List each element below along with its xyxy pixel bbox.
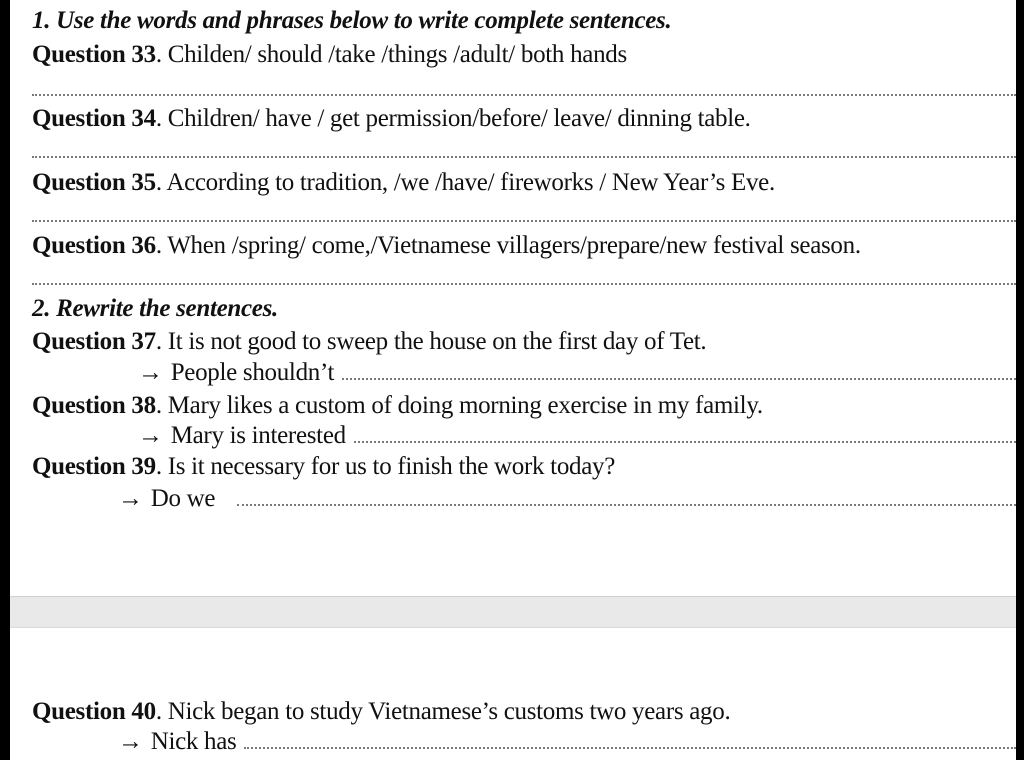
question-40 [32,697,730,727]
answer-prompt: Do we [150,485,216,512]
question-35 [32,168,775,198]
question-text: . Mary likes a custom of doing morning exercise in my family. [155,392,763,419]
question-text: . Childen/ should /take /things /adult/ both hands [155,41,627,68]
answer-blank[interactable] [244,729,1016,749]
arrow-icon: → [118,485,143,512]
answer-row-39 [118,484,1016,514]
question-37 [32,327,706,357]
answer-blank[interactable] [354,423,1016,443]
question-label: Question 35 [32,169,156,196]
answer-blank[interactable] [342,360,1016,380]
question-label: Question 39 [32,453,156,480]
question-text: . According to tradition, /we /have/ fireworks / New Year’s Eve. [155,169,775,196]
answer-row-40 [118,727,1016,757]
question-36 [32,231,861,261]
arrow-icon: → [138,359,163,386]
answer-prompt: Nick has [150,728,237,755]
answer-prompt: People shouldn’t [170,359,335,386]
question-label: Question 36 [32,232,156,259]
answer-line-34[interactable] [32,156,1016,158]
answer-blank[interactable] [237,486,1016,506]
question-text: . It is not good to sweep the house on the first day of Tet. [155,328,707,355]
question-text: . Children/ have / get permission/before/ leave/ dinning table. [155,105,751,132]
page-break [10,596,1016,628]
answer-row-38 [138,421,1016,451]
question-text: . When /spring/ come,/Vietnamese villagers/prepare/new festival season. [155,232,861,259]
question-label: Question 40 [32,698,156,725]
answer-row-37 [138,358,1016,388]
answer-line-35[interactable] [32,220,1016,222]
part1-heading: 1. Use the words and phrases below to write complete sentences. [32,7,672,34]
question-label: Question 37 [32,328,156,355]
question-33 [32,40,627,70]
question-text: . Is it necessary for us to finish the work today? [155,453,616,480]
question-38 [32,391,763,421]
question-39 [32,452,615,482]
answer-line-36[interactable] [32,283,1016,285]
arrow-icon: → [118,728,143,755]
answer-prompt: Mary is interested [170,422,346,449]
question-label: Question 33 [32,41,156,68]
question-text: . Nick began to study Vietnamese’s customs two years ago. [155,698,731,725]
question-label: Question 34 [32,105,156,132]
question-34 [32,104,751,134]
worksheet-page [10,0,1016,760]
question-label: Question 38 [32,392,156,419]
answer-line-33[interactable] [32,94,1016,96]
part2-heading: 2. Rewrite the sentences. [32,295,278,322]
arrow-icon: → [138,422,163,449]
